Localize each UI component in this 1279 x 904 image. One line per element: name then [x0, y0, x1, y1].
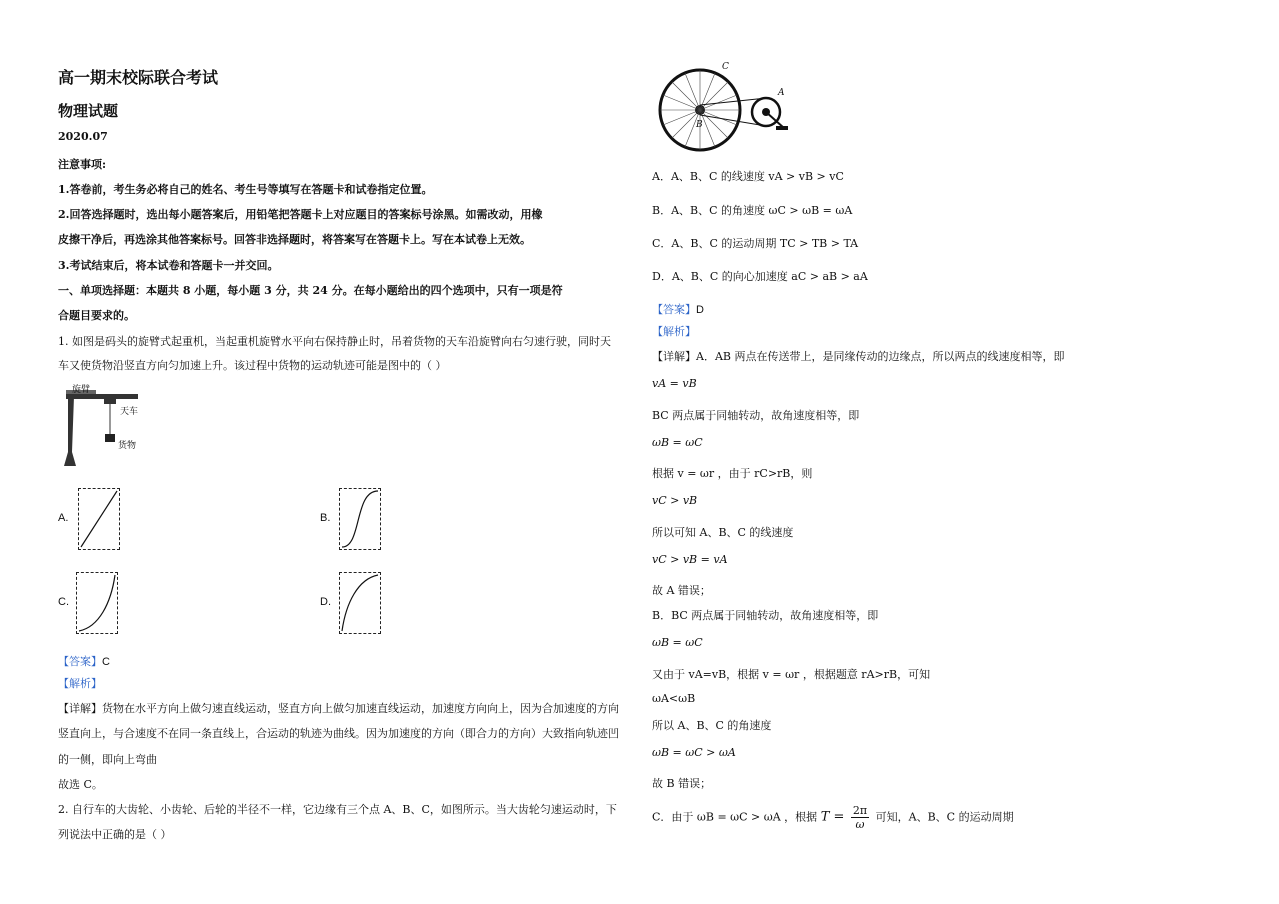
analysis-tag-1: 【解析】	[58, 677, 102, 690]
q2-option-a: A．A、B、C 的线速度 vA > vB > vC	[652, 170, 844, 183]
detail-2-line-14: 所以 A、B、C 的角速度	[652, 719, 772, 732]
detail-2-line-5: 根据 v = ωr ，由于 rC>rB，则	[652, 467, 813, 480]
answer-value: C	[102, 656, 110, 668]
detail-2-line-2: vA = vB	[652, 377, 697, 390]
fraction-denominator: ω	[855, 818, 865, 831]
subject-title: 物理试题	[58, 102, 119, 120]
answer-tag: 【答案】	[58, 655, 102, 668]
detail-2-line-12: 又由于 vA=vB，根据 v = ωr ，根据题意 rA>rB，可知	[652, 668, 931, 681]
crane-figure	[60, 382, 150, 472]
option-b-label: B.	[320, 512, 331, 524]
crane-arm-label: 旋臂	[72, 385, 91, 395]
q2-option-b: B．A、B、C 的角速度 ωC > ωB = ωA	[652, 204, 853, 217]
bike-label-b: B	[696, 120, 703, 130]
detail-1-line-2: 竖直向上，与合速度不在同一条直线上，合运动的轨迹为曲线。因为加速度的方向（即合力的方向）大致指向轨迹凹	[58, 727, 619, 740]
fraction-numerator: 2π	[852, 804, 868, 817]
detail-1-line-4: 故选 C。	[58, 778, 103, 791]
detail-2-line-4: ωB = ωC	[652, 436, 703, 449]
bike-label-a: A	[778, 88, 785, 98]
question-2-line-2: 列说法中正确的是（ ）	[58, 828, 172, 841]
detail-2-line-10: B．BC 两点属于同轴转动，故角速度相等，即	[652, 609, 879, 622]
period-formula-lhs: T =	[820, 809, 845, 825]
question-1-line-1: 1. 如图是码头的旋臂式起重机，当起重机旋臂水平向右保持静止时，吊着货物的天车沿旋臂向右匀速行驶，同时天	[58, 335, 611, 348]
exam-date: 2020.07	[58, 130, 108, 143]
notice-item-2b: 皮擦干净后，再选涂其他答案标号。回答非选择题时，将答案写在答题卡上。写在本试卷上无效。	[58, 233, 531, 246]
option-c-graph	[76, 572, 118, 634]
detail-2-line-13: ωA<ωB	[652, 692, 696, 705]
detail-2-line-1: 【详解】A．AB 两点在传送带上，是同缘传动的边缘点，所以两点的线速度相等，即	[652, 350, 1065, 363]
detail-1-line-3: 的一侧，即向上弯曲	[58, 753, 157, 766]
question-1-line-2: 车又使货物沿竖直方向匀加速上升。该过程中货物的运动轨迹可能是图中的（ ）	[58, 359, 447, 372]
q2-option-c: C．A、B、C 的运动周期 TC > TB > TA	[652, 237, 859, 250]
period-fraction	[851, 804, 869, 831]
detail-2-line-8: vC > vB = vA	[652, 553, 728, 566]
notice-heading: 注意事项:	[58, 158, 107, 171]
option-d-graph	[339, 572, 381, 634]
bike-label-c: C	[722, 62, 729, 72]
detail-2-line-17	[652, 804, 1014, 831]
question-2-line-1: 2. 自行车的大齿轮、小齿轮、后轮的半径不一样，它边缘有三个点 A、B、C，如图所示。当大齿轮匀速运动时，下	[58, 803, 617, 816]
detail-2-line-16: 故 B 错误；	[652, 777, 712, 790]
detail-2-line-11: ωB = ωC	[652, 636, 703, 649]
option-b-graph	[339, 488, 381, 550]
section-heading-a: 一、单项选择题：本题共 8 小题，每小题 3 分，共 24 分。在每小题给出的四个选项中，只有一项是符	[58, 284, 563, 297]
answer-value: D	[696, 304, 704, 316]
detail-2-line-7: 所以可知 A、B、C 的线速度	[652, 526, 794, 539]
detail-2-line-6: vC > vB	[652, 494, 698, 507]
option-d-label: D.	[320, 596, 331, 608]
detail-2-line-9: 故 A 错误；	[652, 584, 711, 597]
notice-item-1: 1.答卷前，考生务必将自己的姓名、考生号等填写在答题卡和试卷指定位置。	[58, 183, 433, 196]
crane-trolley-label: 天车	[120, 407, 139, 417]
exam-title: 高一期末校际联合考试	[58, 68, 219, 87]
answer-tag: 【答案】	[652, 303, 696, 316]
answer-1	[58, 650, 110, 669]
notice-item-3: 3.考试结束后，将本试卷和答题卡一并交回。	[58, 259, 279, 272]
answer-2	[652, 298, 704, 317]
line-17-suffix: 可知，A、B、C 的运动周期	[875, 810, 1014, 824]
detail-2-line-15: ωB = ωC > ωA	[652, 746, 736, 759]
section-heading-b: 合题目要求的。	[58, 309, 135, 322]
bicycle-figure	[656, 62, 796, 154]
option-c-label: C.	[58, 596, 69, 608]
detail-2-line-3: BC 两点属于同轴转动，故角速度相等，即	[652, 409, 860, 422]
line-17-prefix: C．由于 ωB = ωC > ωA ，根据	[652, 810, 818, 824]
crane-cargo-label: 货物	[118, 441, 137, 451]
q2-option-d: D．A、B、C 的向心加速度 aC > aB > aA	[652, 270, 868, 283]
analysis-tag-2: 【解析】	[652, 325, 696, 338]
notice-item-2a: 2.回答选择题时，选出每小题答案后，用铅笔把答题卡上对应题目的答案标号涂黑。如需改动，用橡	[58, 208, 543, 221]
detail-1-line-1: 【详解】货物在水平方向上做匀速直线运动，竖直方向上做匀加速直线运动，加速度方向向上，因为合加速度的方向	[58, 702, 619, 715]
option-a-label: A.	[58, 512, 69, 524]
option-a-graph	[78, 488, 120, 550]
